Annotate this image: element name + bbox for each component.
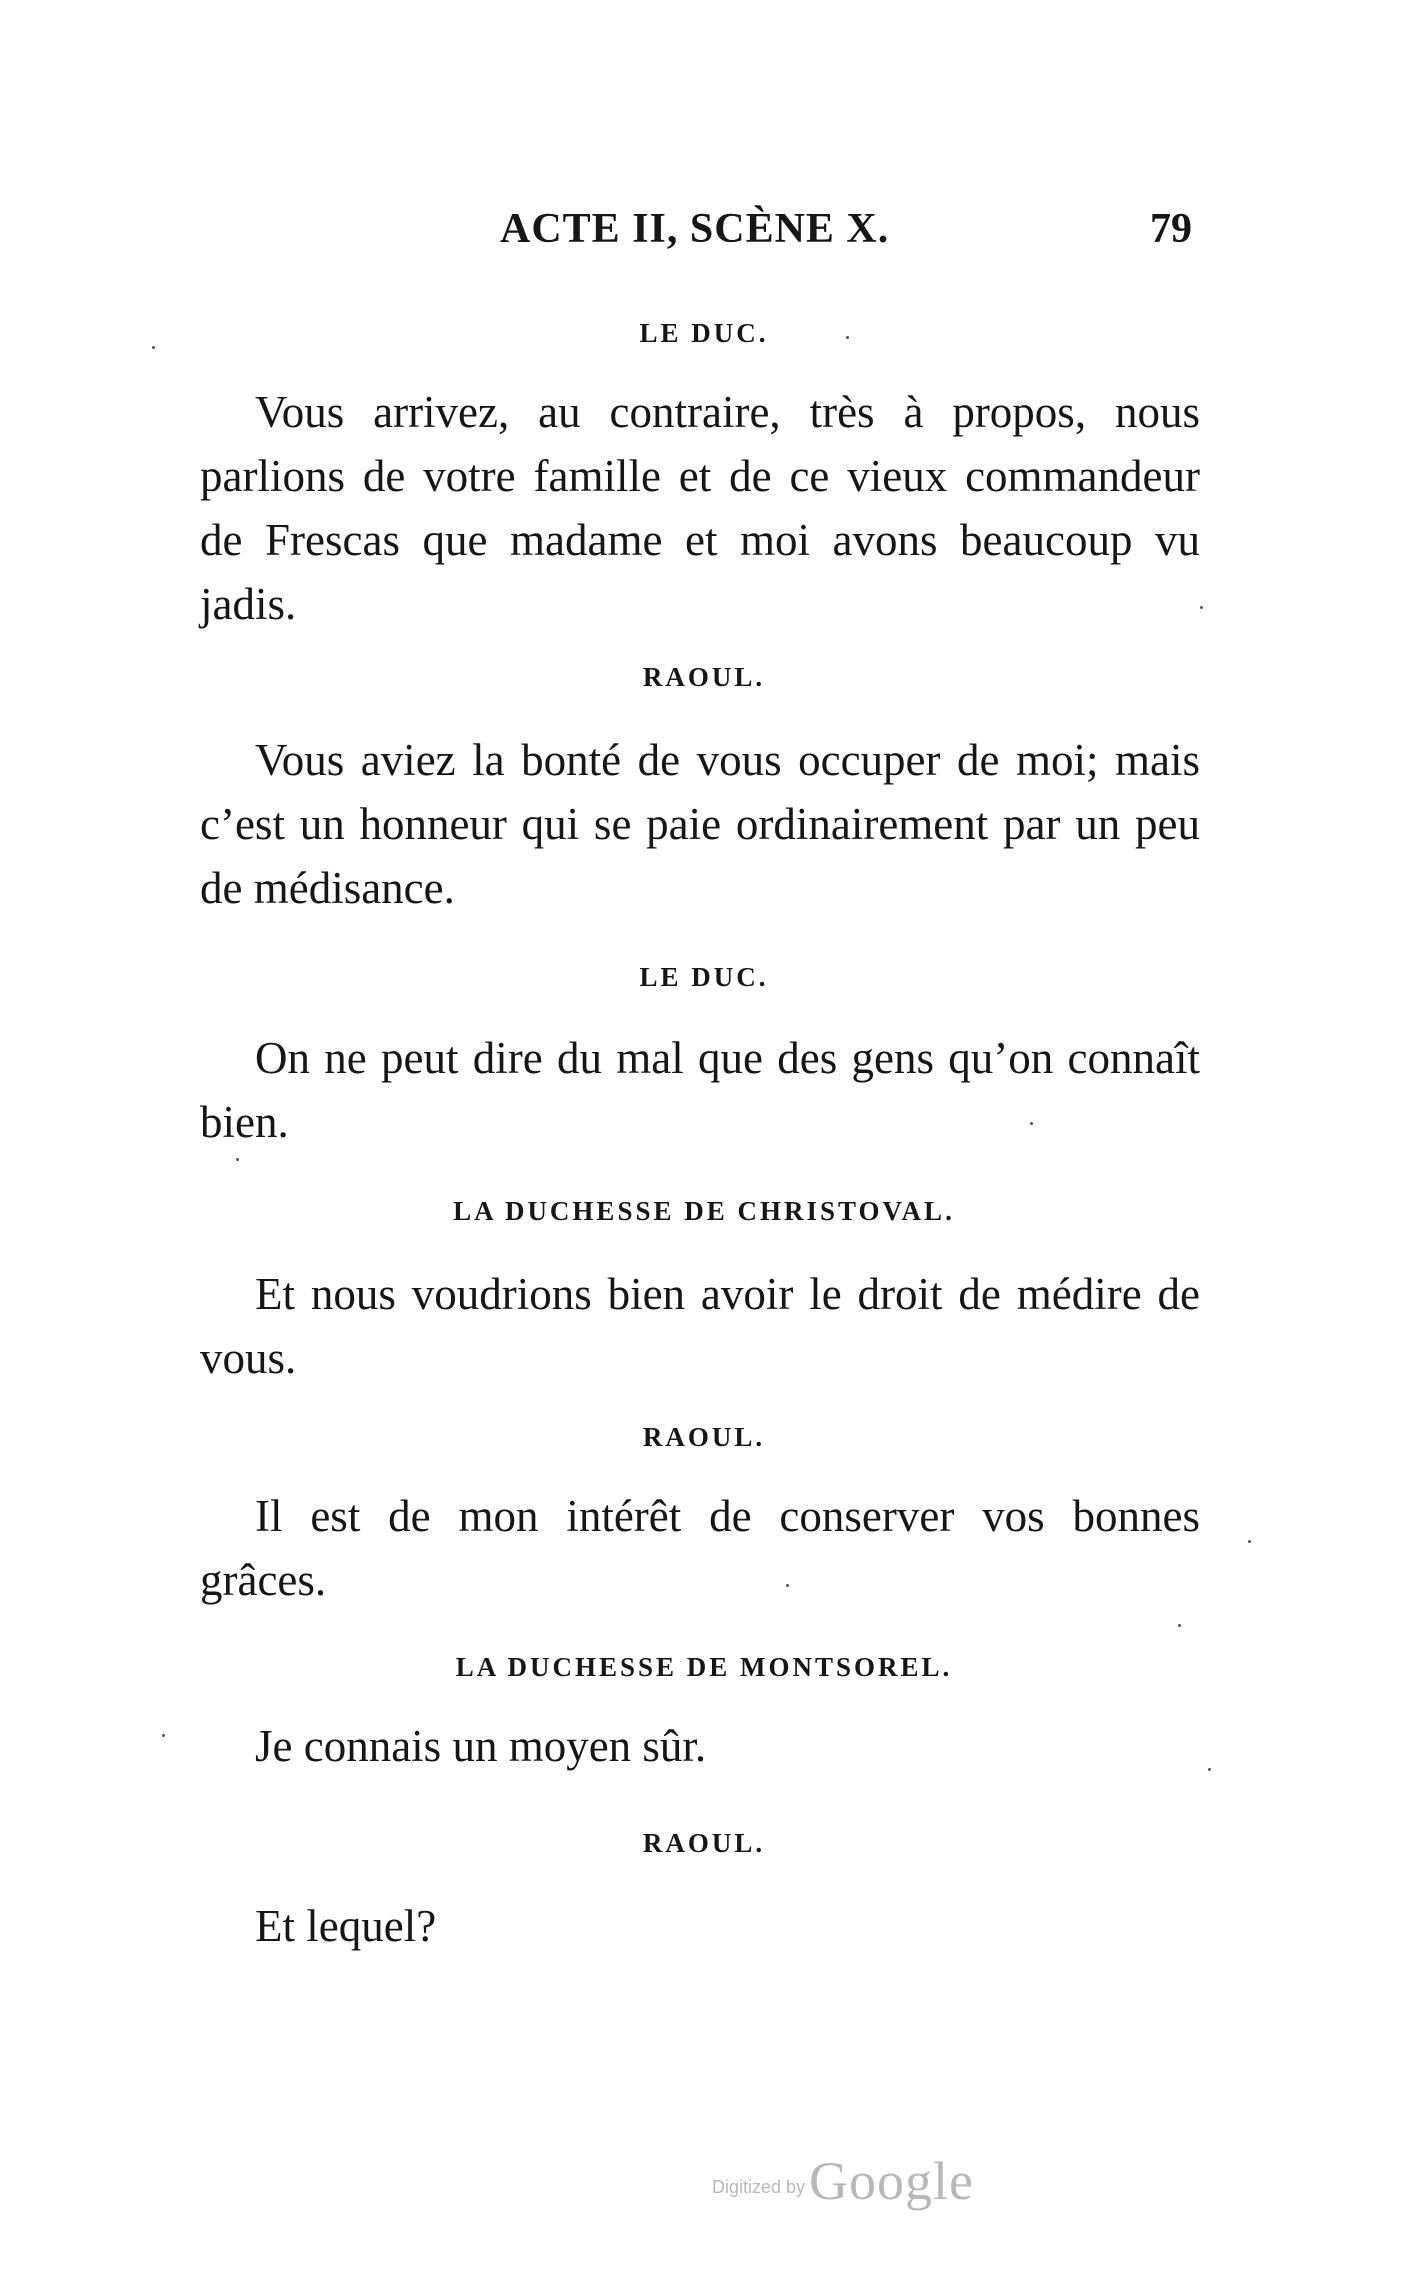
scan-speck [846,336,849,339]
speech-text: Vous arrivez, au contraire, très à propos, nous parlions de votre famille et de ce vieux commandeur de Frescas que madame et moi avons beaucoup vu jadis. [200,387,1200,629]
running-head [0,205,1408,265]
scan-speck [162,1734,165,1737]
speech-text: Il est de mon intérêt de conserver vos bonnes grâces. [200,1491,1200,1605]
scan-speck [1208,1768,1211,1771]
scan-speck [1200,606,1203,609]
speaker-name: RAOUL. [642,1828,766,1858]
speech-text: Et lequel? [255,1901,437,1951]
scan-speck [236,1158,239,1161]
scan-speck [152,346,155,349]
speaker-name: LA DUCHESSE DE MONTSOREL. [455,1652,953,1682]
watermark-brand: Google [809,2151,975,2211]
digitization-watermark [712,2150,974,2210]
speech-text: Je connais un moyen sûr. [255,1721,707,1771]
speaker-name: LA DUCHESSE DE CHRISTOVAL. [453,1196,955,1226]
speaker-name: RAOUL. [642,1422,766,1452]
speech-text: Vous aviez la bonté de vous occuper de moi; mais c’est un honneur qui se paie ordinairement par un peu de médisance. [200,735,1200,913]
speech-text: On ne peut dire du mal que des gens qu’on connaît bien. [200,1033,1200,1147]
running-title: ACTE II, SCÈNE X. [500,206,890,252]
scan-speck [1030,1122,1033,1125]
watermark-prefix: Digitized by [712,2177,806,2197]
scan-speck [1178,1624,1181,1627]
scan-speck [1248,1540,1251,1543]
speech-text: Et nous voudrions bien avoir le droit de médire de vous. [200,1269,1200,1383]
speaker-name: LE DUC. [639,962,769,992]
speaker-name: RAOUL. [642,662,766,692]
page-number: 79 [1150,206,1192,252]
speaker-name: LE DUC. [639,318,769,348]
scan-speck [786,1584,789,1587]
